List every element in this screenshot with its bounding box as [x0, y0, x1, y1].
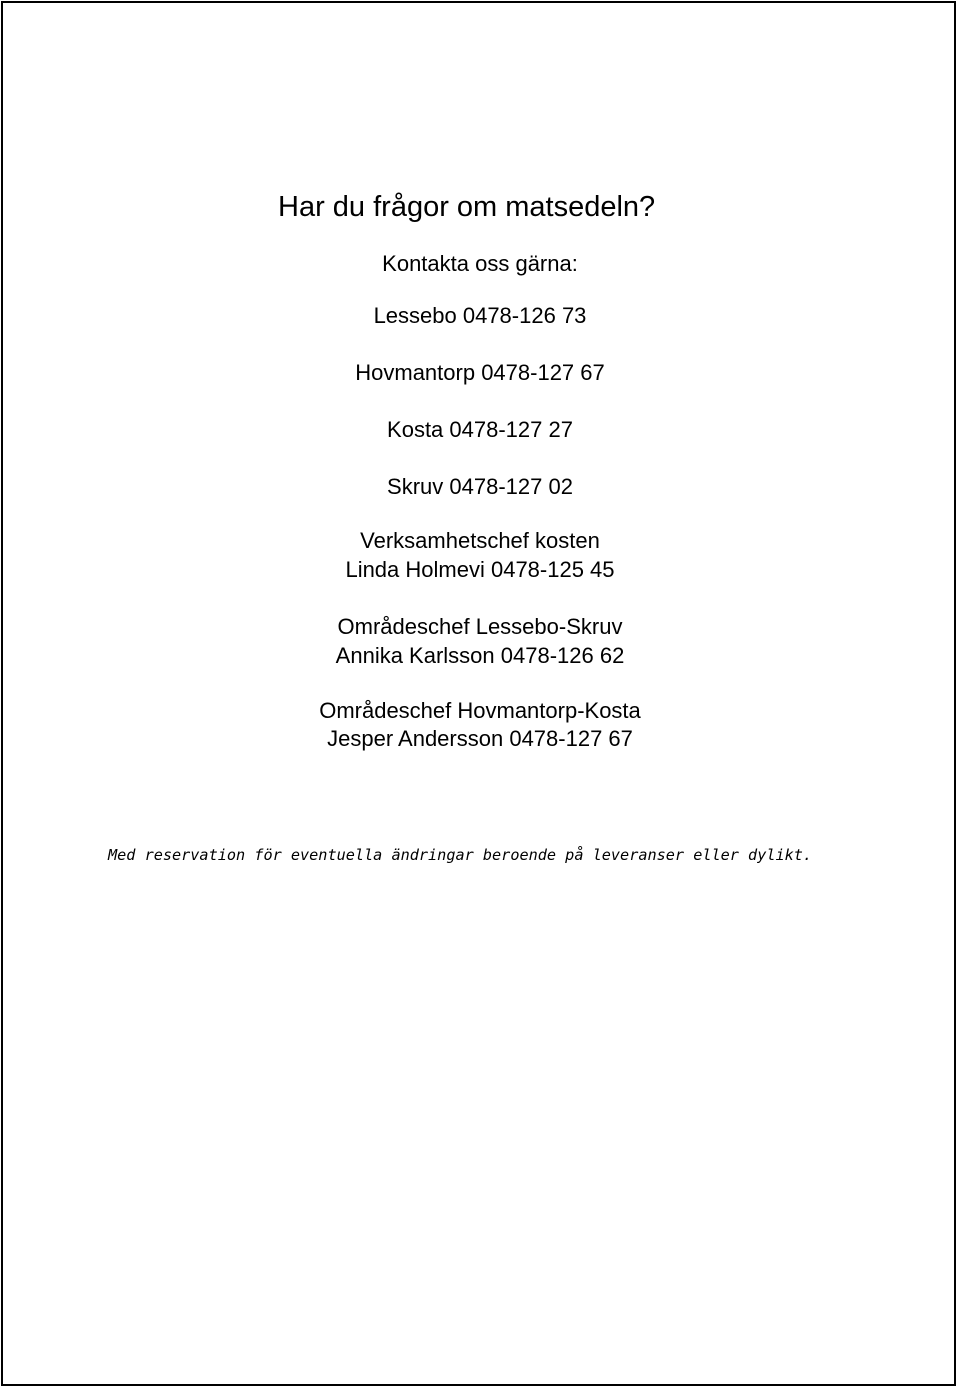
contact-role: Verksamhetschef kosten — [360, 528, 600, 553]
disclaimer-note: Med reservation för eventuella ändringar beroende på leveranser eller dylikt. — [108, 846, 813, 864]
contact-role: Områdeschef Hovmantorp-Kosta — [319, 698, 641, 723]
phone-lessebo: Lessebo 0478-126 73 — [373, 303, 587, 328]
contact-person: Annika Karlsson 0478-126 62 — [335, 643, 625, 668]
phone-kosta: Kosta 0478-127 27 — [387, 417, 573, 442]
contact-person: Linda Holmevi 0478-125 45 — [345, 557, 615, 582]
contact-person: Jesper Andersson 0478-127 67 — [327, 726, 633, 751]
contact-role: Områdeschef Lessebo-Skruv — [337, 614, 623, 639]
phone-skruv: Skruv 0478-127 02 — [387, 474, 573, 499]
phone-hovmantorp: Hovmantorp 0478-127 67 — [355, 360, 605, 385]
contact-intro: Kontakta oss gärna: — [382, 251, 578, 276]
page-title: Har du frågor om matsedeln? — [278, 191, 656, 223]
